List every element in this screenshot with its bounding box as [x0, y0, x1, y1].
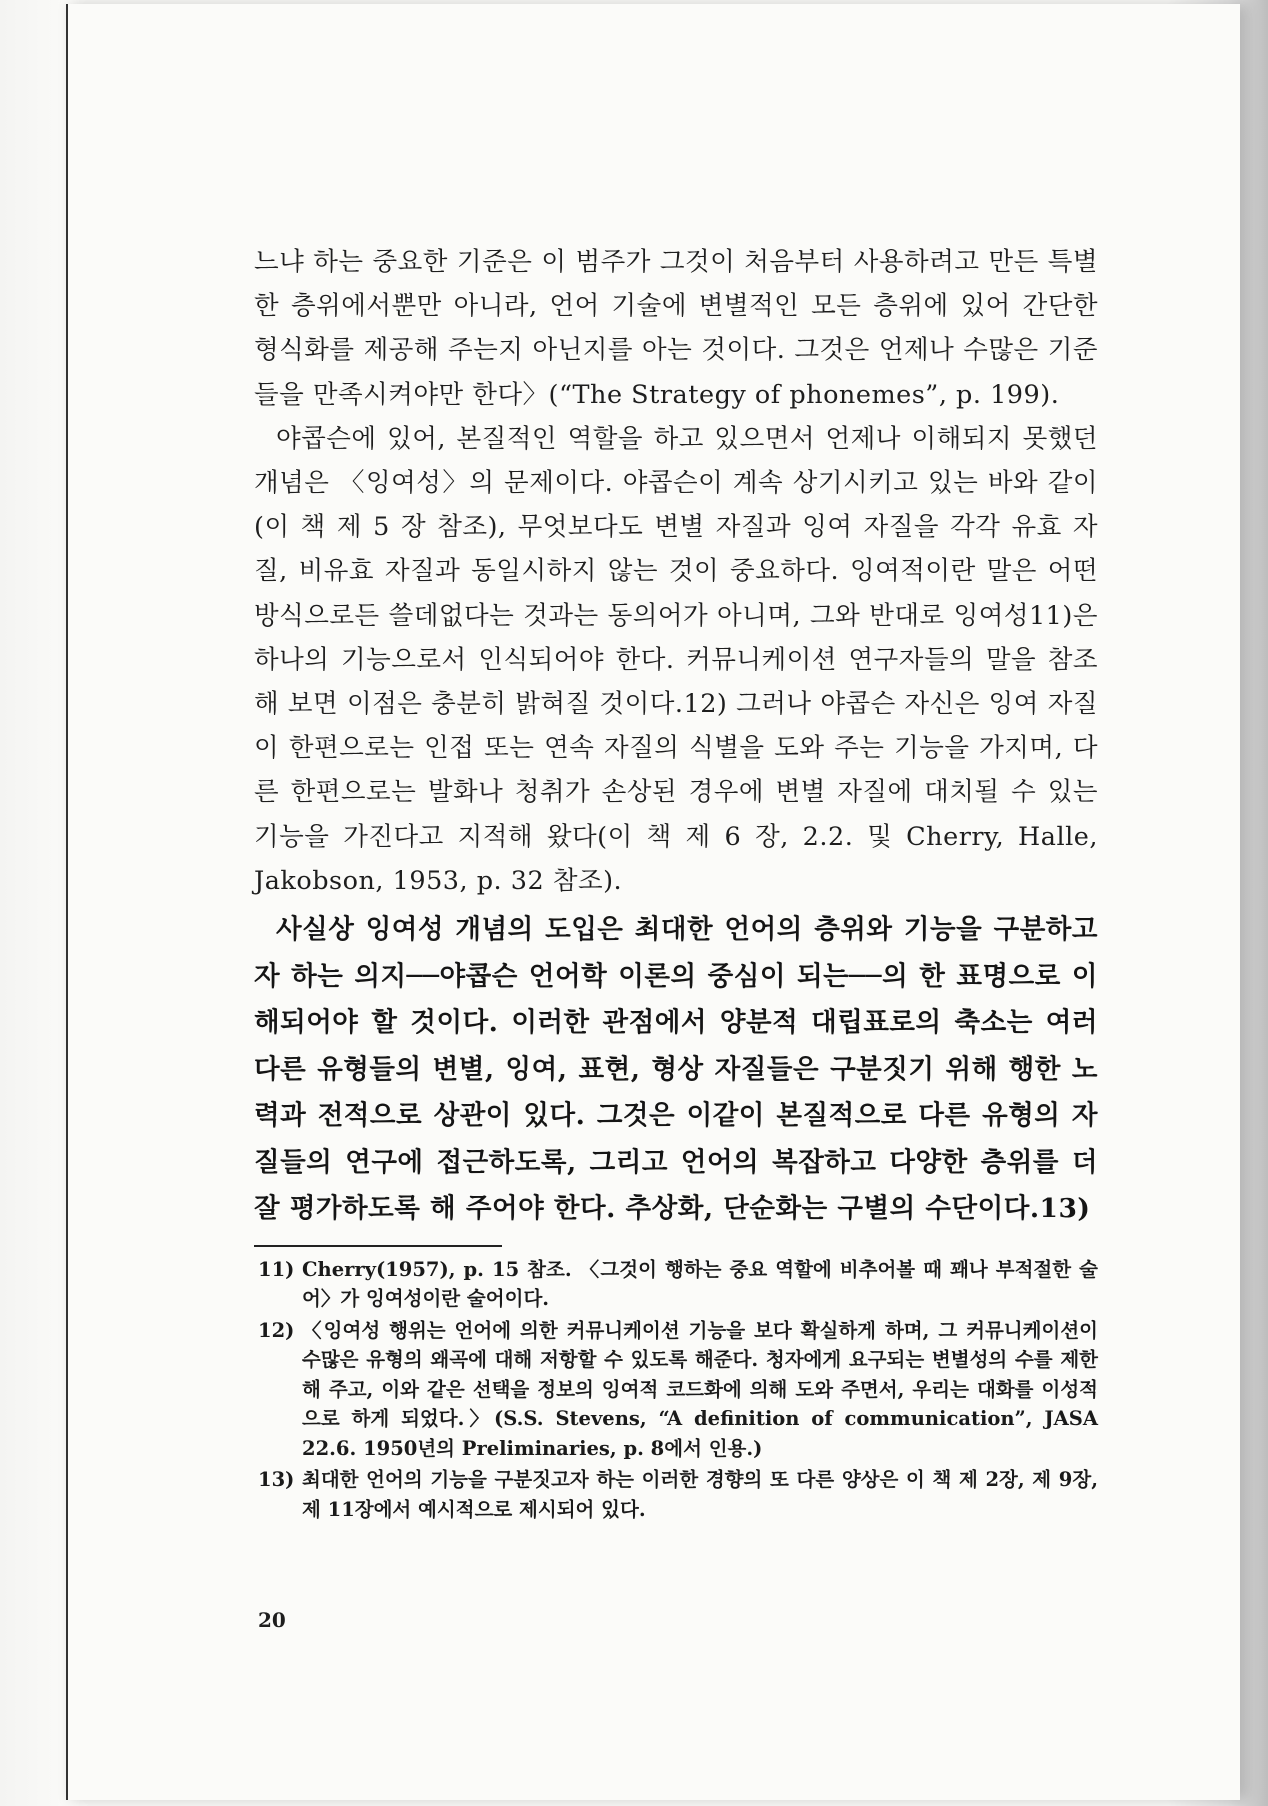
footnote-11: [254, 1255, 1098, 1314]
footnote-number: 13): [258, 1468, 295, 1492]
footnote-number: 12): [258, 1318, 295, 1342]
footnote-12: [254, 1316, 1098, 1464]
footnote-text: 〈잉여성 행위는 언어에 의한 커뮤니케이션 기능을 보다 확실하게 하며, 그 커뮤니케이션이 수많은 유형의 왜곡에 대해 저항할 수 있도록 해준다. 청자에게 요구되는 변별성의 수를 제한해 주고, 이와 같은 선택을 정보의 잉여적 코드화에 의해 도와 주면서, 우리는 대화를 이성적으로 하게 되었다.〉(S.S. Stevens, “A definition of communication”, JASA 22.6. 1950년의 Preliminaries, p. 8에서 인용.): [302, 1318, 1098, 1460]
paragraph-2: 야콥슨에 있어, 본질적인 역할을 하고 있으면서 언제나 이해되지 못했던 개념은 〈잉여성〉의 문제이다. 야콥슨이 계속 상기시키고 있는 바와 같이(이 책 제 5 장 참조), 무엇보다도 변별 자질과 잉여 자질을 각각 유효 자질, 비유효 자질과 동일시하지 않는 것이 중요하다. 잉여적이란 말은 어떤 방식으로든 쓸데없다는 것과는 동의어가 아니며, 그와 반대로 잉여성11)은 하나의 기능으로서 인식되어야 한다. 커뮤니케이션 연구자들의 말을 참조해 보면 이점은 충분히 밝혀질 것이다.12) 그러나 야콥슨 자신은 잉여 자질이 한편으로는 인접 또는 연속 자질의 식별을 도와 주는 기능을 가지며, 다른 한편으로는 발화나 청취가 손상된 경우에 변별 자질에 대치될 수 있는 기능을 가진다고 지적해 왔다(이 책 제 6 장, 2.2. 및 Cherry, Halle, Jakobson, 1953, p. 32 참조).: [254, 423, 1098, 896]
footnote-divider: [254, 1245, 502, 1247]
page-content: [254, 240, 1098, 1526]
paragraph-3: 사실상 잉여성 개념의 도입은 최대한 언어의 층위와 기능을 구분하고자 하는 의지──야콥슨 언어학 이론의 중심이 되는──의 한 표명으로 이해되어야 할 것이다. 이러한 관점에서 양분적 대립표로의 축소는 여러 다른 유형들의 변별, 잉여, 표현, 형상 자질들은 구분짓기 위해 행한 노력과 전적으로 상관이 있다. 그것은 이같이 본질적으로 다른 유형의 자질들의 연구에 접근하도록, 그리고 언어의 복잡하고 다양한 층위를 더 잘 평가하도록 해 주어야 한다. 추상화, 단순화는 구별의 수단이다.13): [254, 914, 1098, 1225]
page-number: 20: [258, 1608, 286, 1632]
footnote-text: Cherry(1957), p. 15 참조. 〈그것이 행하는 중요 역할에 비추어볼 때 꽤나 부적절한 술어〉가 잉여성이란 술어이다.: [302, 1257, 1098, 1311]
footnote-13: [254, 1465, 1098, 1524]
footnote-text: 최대한 언어의 기능을 구분짓고자 하는 이러한 경향의 또 다른 양상은 이 책 제 2장, 제 9장, 제 11장에서 예시적으로 제시되어 있다.: [302, 1468, 1098, 1521]
footnotes: [254, 1255, 1098, 1525]
footnote-number: 11): [258, 1257, 295, 1281]
paragraph-1: 느냐 하는 중요한 기준은 이 범주가 그것이 처음부터 사용하려고 만든 특별한 층위에서뿐만 아니라, 언어 기술에 변별적인 모든 층위에 있어 간단한 형식화를 제공해 주는지 아닌지를 아는 것이다. 그것은 언제나 수많은 기준들을 만족시켜야만 한다〉(“The Strategy of phonemes”, p. 199).: [254, 247, 1098, 410]
